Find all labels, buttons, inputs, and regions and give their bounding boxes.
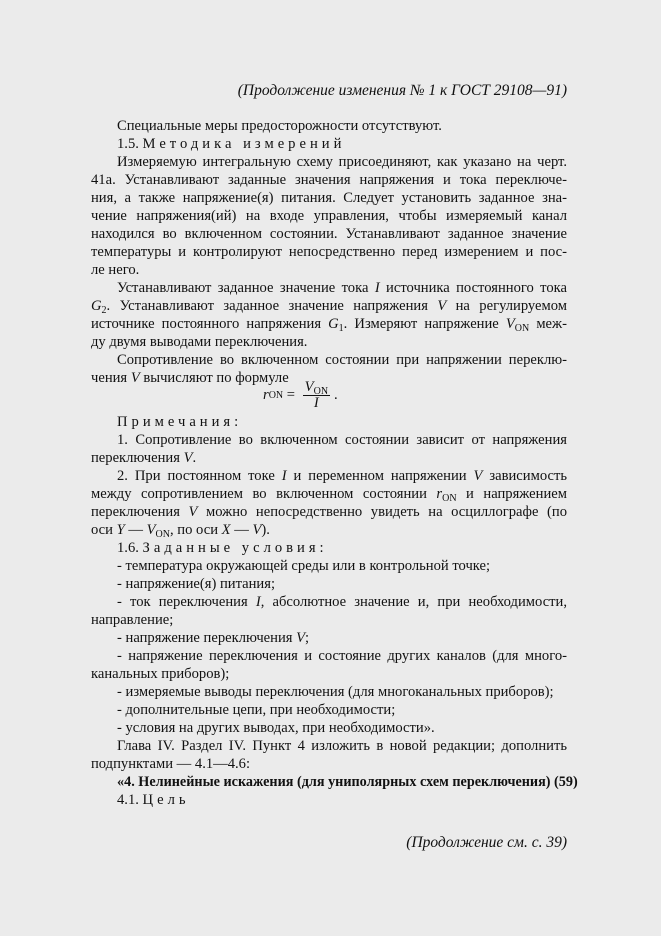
list-item: - измеряемые выводы переключения (для многоканальных приборов); [117, 684, 554, 700]
page-footer: (Продолжение см. с. 39) [406, 834, 567, 851]
text-line: чение напряжения(ий) на входе управления, чтобы измеряемый канал [91, 208, 567, 224]
list-item: - напряжение переключения и состояние других каналов (для много- [117, 648, 567, 664]
text-line: 1. Сопротивление во включенном состоянии зависит от напряжения [117, 432, 567, 448]
text-line: чения V вычисляют по формуле [91, 370, 289, 386]
text-line: Глава IV. Раздел IV. Пункт 4 изложить в новой редакции; дополнить [117, 738, 567, 754]
list-item: - дополнительные цепи, при необходимости; [117, 702, 396, 718]
list-item: - напряжение переключения V; [117, 630, 310, 646]
list-item: - условия на других выводах, при необходимости». [117, 720, 435, 736]
text-line: Устанавливают заданное значение тока I источника постоянного тока [117, 280, 568, 296]
formula: r ON = $\frac{V_{ON}}{I}$ . [263, 379, 338, 411]
text-line: $G_2$. Устанавливают заданное значение напряжения V на регулируемом [91, 298, 567, 316]
page-header: (Продолжение изменения № 1 к ГОСТ 29108—91) [237, 82, 567, 99]
list-item: - температура окружающей среды или в контрольной точке; [117, 558, 491, 574]
text-line: ду двумя выводами переключения. [91, 334, 308, 350]
text-line: находился во включенном состоянии. Устанавливают заданное значение [91, 226, 567, 242]
text-line: ле него. [91, 262, 140, 278]
text-line: Сопротивление во включенном состоянии при напряжении переклю- [117, 352, 567, 368]
text-line: переключения V. [91, 450, 197, 466]
text-line: между сопротивлением во включенном состоянии $r_{ON}$ и напряжением [91, 486, 567, 504]
notes-heading: Примечания: [117, 414, 243, 430]
text-line: ния, а также напряжение(я) питания. Следует установить заданное зна- [91, 190, 567, 206]
fraction: $\frac{V_{ON}}{I}$ [304, 379, 329, 411]
text-line: канальных приборов); [91, 666, 230, 682]
list-item: - ток переключения I, абсолютное значение и, при необходимости, [117, 594, 568, 610]
list-item: - напряжение(я) питания; [117, 576, 276, 592]
section-heading: 1.6. Заданные условия: [117, 540, 328, 556]
item-heading: «4. Нелинейные искажения (для униполярных схем переключения) (59) [117, 774, 578, 790]
text-line: источнике постоянного напряжения $G_1$. Измеряют напряжение $V_{ON}$ меж- [91, 316, 567, 334]
text-line: Измеряемую интегральную схему присоединяют, как указано на черт. [117, 154, 567, 170]
text-line: 2. При постоянном токе I и переменном напряжении V зависимость [117, 468, 567, 484]
text-line: оси Y — $V_{ON}$, по оси X — V). [91, 522, 270, 540]
text-line: переключения V можно непосредственно увидеть на осциллографе (по [91, 504, 567, 520]
text-line: Специальные меры предосторожности отсутствуют. [117, 118, 442, 134]
text-line: 41а. Устанавливают заданные значения напряжения и тока переключе- [91, 172, 567, 188]
text-line: подпунктами — 4.1—4.6: [91, 756, 251, 772]
text-line: направление; [91, 612, 174, 628]
section-heading: 4.1. Цель [117, 792, 190, 808]
section-heading: 1.5. Методика измерений [117, 136, 346, 152]
text-line: температуры и контролируют непосредственно перед измерением и пос- [91, 244, 567, 260]
